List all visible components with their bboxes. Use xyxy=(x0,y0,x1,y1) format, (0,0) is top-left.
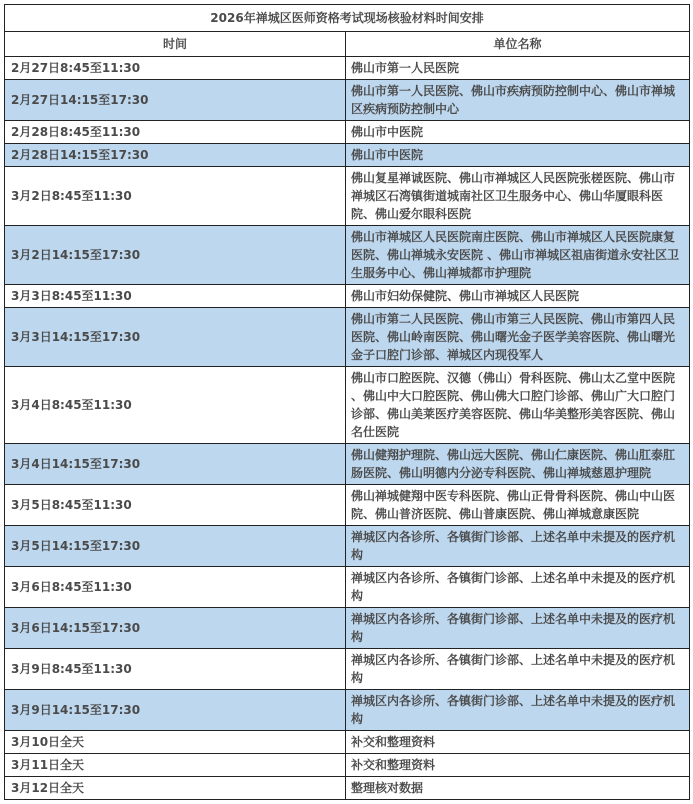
time-cell: 3月3日14:15至17:30 xyxy=(5,308,346,367)
unit-cell: 补交和整理资料 xyxy=(346,731,690,754)
unit-cell: 禅城区内各诊所、各镇街门诊部、上述名单中未提及的医疗机构 xyxy=(346,567,690,608)
time-cell: 3月9日8:45至11:30 xyxy=(5,649,346,690)
unit-cell: 佛山市第二人民医院、佛山市第三人民医院、佛山市第四人民医院、佛山岭南医院、佛山曙光金子医学美容医院、佛山曙光金子口腔门诊部、禅城区内现役军人 xyxy=(346,308,690,367)
table-title-row xyxy=(5,5,690,32)
table-row xyxy=(5,57,690,80)
time-cell: 2月27日14:15至17:30 xyxy=(5,80,346,121)
table-row xyxy=(5,226,690,285)
table-row xyxy=(5,754,690,777)
unit-cell: 佛山健翔护理院、佛山远大医院、佛山仁康医院、佛山肛泰肛肠医院、佛山明德内分泌专科医院、佛山禅城慈恩护理院 xyxy=(346,444,690,485)
time-cell: 3月3日8:45至11:30 xyxy=(5,285,346,308)
table-row xyxy=(5,80,690,121)
unit-cell: 佛山市口腔医院、汉德（佛山）骨科医院、佛山太乙堂中医院 、佛山中大口腔医院、佛山佛大口腔门诊部、佛山广大口腔门诊部、佛山美莱医疗美容医院、佛山华美整形美容医院、佛山名仕医院 xyxy=(346,367,690,444)
unit-cell: 禅城区内各诊所、各镇街门诊部、上述名单中未提及的医疗机构 xyxy=(346,690,690,731)
time-cell: 2月27日8:45至11:30 xyxy=(5,57,346,80)
table-row xyxy=(5,308,690,367)
table-row xyxy=(5,285,690,308)
time-cell: 3月4日8:45至11:30 xyxy=(5,367,346,444)
unit-cell: 补交和整理资料 xyxy=(346,754,690,777)
schedule-table xyxy=(4,4,690,800)
unit-cell: 佛山市妇幼保健院、佛山市禅城区人民医院 xyxy=(346,285,690,308)
time-cell: 3月11日全天 xyxy=(5,754,346,777)
table-row xyxy=(5,167,690,226)
unit-cell: 佛山市中医院 xyxy=(346,144,690,167)
unit-cell: 禅城区内各诊所、各镇街门诊部、上述名单中未提及的医疗机构 xyxy=(346,608,690,649)
time-cell: 3月6日8:45至11:30 xyxy=(5,567,346,608)
table-row xyxy=(5,690,690,731)
table-row xyxy=(5,367,690,444)
table-row xyxy=(5,526,690,567)
column-header-time: 时间 xyxy=(5,32,346,57)
table-row xyxy=(5,121,690,144)
unit-cell: 禅城区内各诊所、各镇街门诊部、上述名单中未提及的医疗机构 xyxy=(346,526,690,567)
time-cell: 3月2日14:15至17:30 xyxy=(5,226,346,285)
unit-cell: 佛山复星禅诚医院、佛山市禅城区人民医院张槎医院、佛山市禅城区石湾镇街道城南社区卫生服务中心、佛山华厦眼科医院、佛山爱尔眼科医院 xyxy=(346,167,690,226)
unit-cell: 佛山市第一人民医院、佛山市疾病预防控制中心、佛山市禅城区疾病预防控制中心 xyxy=(346,80,690,121)
table-row xyxy=(5,485,690,526)
table-row xyxy=(5,777,690,800)
table-header-row xyxy=(5,32,690,57)
unit-cell: 佛山禅城健翔中医专科医院、佛山正骨骨科医院、佛山中山医院、佛山普济医院、佛山普康医院、佛山禅城意康医院 xyxy=(346,485,690,526)
table-row xyxy=(5,608,690,649)
time-cell: 3月10日全天 xyxy=(5,731,346,754)
time-cell: 2月28日8:45至11:30 xyxy=(5,121,346,144)
time-cell: 3月5日14:15至17:30 xyxy=(5,526,346,567)
table-title: 2026年禅城区医师资格考试现场核验材料时间安排 xyxy=(5,5,690,32)
table-row xyxy=(5,731,690,754)
time-cell: 3月12日全天 xyxy=(5,777,346,800)
table-row xyxy=(5,144,690,167)
time-cell: 3月4日14:15至17:30 xyxy=(5,444,346,485)
time-cell: 3月5日8:45至11:30 xyxy=(5,485,346,526)
time-cell: 3月2日8:45至11:30 xyxy=(5,167,346,226)
table-row xyxy=(5,567,690,608)
unit-cell: 佛山市中医院 xyxy=(346,121,690,144)
time-cell: 3月6日14:15至17:30 xyxy=(5,608,346,649)
unit-cell: 禅城区内各诊所、各镇街门诊部、上述名单中未提及的医疗机构 xyxy=(346,649,690,690)
table-row xyxy=(5,444,690,485)
time-cell: 3月9日14:15至17:30 xyxy=(5,690,346,731)
time-cell: 2月28日14:15至17:30 xyxy=(5,144,346,167)
unit-cell: 佛山市禅城区人民医院南庄医院、佛山市禅城区人民医院康复医院、佛山禅城永安医院 、佛山市禅城区祖庙街道永安社区卫生服务中心、佛山禅城都市护理院 xyxy=(346,226,690,285)
unit-cell: 整理核对数据 xyxy=(346,777,690,800)
unit-cell: 佛山市第一人民医院 xyxy=(346,57,690,80)
column-header-unit: 单位名称 xyxy=(346,32,690,57)
table-row xyxy=(5,649,690,690)
